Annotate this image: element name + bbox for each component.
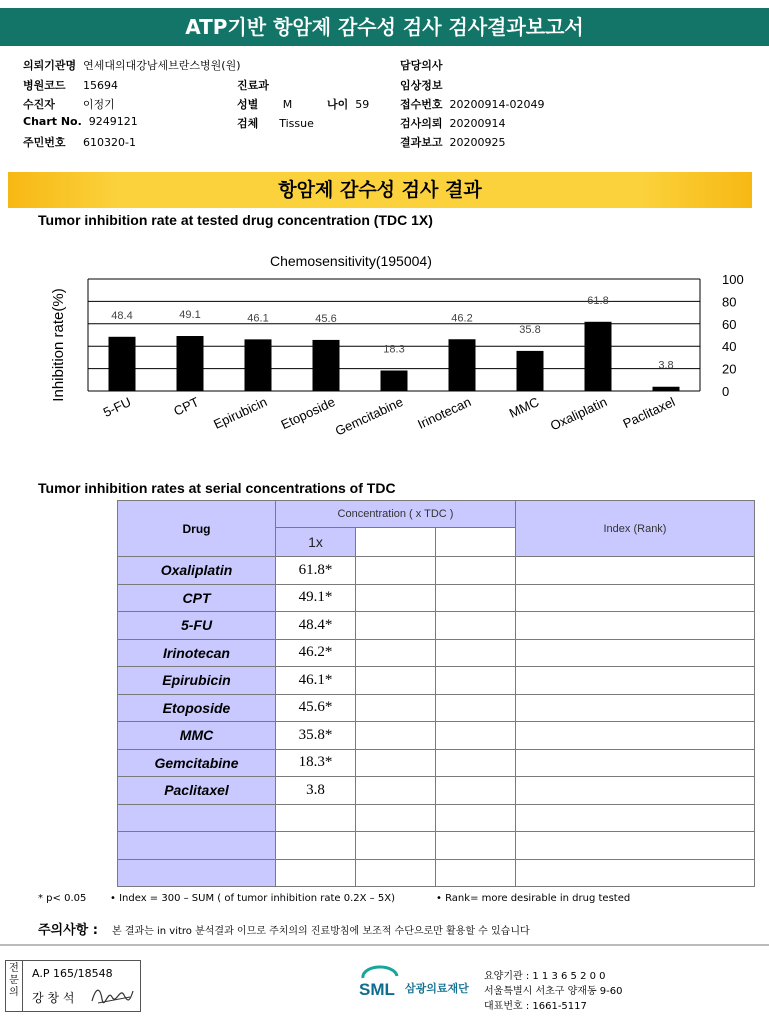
value-col-2-cell [356, 557, 436, 585]
value-col-2-cell [356, 859, 436, 887]
bar-chart [0, 0, 769, 480]
index-cell [516, 777, 755, 805]
specialist-stamp: 전문의 [6, 961, 23, 1011]
caution-text: 본 결과는 in vitro 분석결과 이므로 주치의의 진료방침에 보조적 수단으로만 활용할 수 있습니다 [112, 926, 530, 937]
phone: 대표번호 : 1661-5117 [484, 1001, 587, 1012]
value-col-3-cell [436, 584, 516, 612]
index-cell [516, 612, 755, 640]
x-tick-label: 5-FU [100, 394, 134, 420]
signature-box [5, 960, 141, 1012]
value-col-3-cell [436, 832, 516, 860]
y-tick-label: 40 [722, 339, 737, 355]
report-date-row: 결과보고 20200925 [400, 136, 506, 149]
value-col-3-cell [436, 777, 516, 805]
svg-text:SML: SML [359, 980, 395, 999]
y-tick-label: 20 [722, 361, 737, 377]
bar-irinotecan [449, 339, 476, 391]
signature-icon [90, 983, 135, 1007]
value-col-2-cell [356, 612, 436, 640]
drug-cell [118, 804, 276, 832]
x-tick-label: Oxaliplatin [547, 394, 610, 434]
index-cell [516, 804, 755, 832]
conc-1x-header: 1x [276, 528, 356, 557]
drug-cell: 5-FU [118, 612, 276, 640]
value-col-2-cell [356, 777, 436, 805]
age-row: 나이 59 [327, 98, 370, 111]
value-col-2-cell [356, 667, 436, 695]
value-1x-cell: 35.8* [276, 722, 356, 750]
data-label: 61.8 [587, 294, 609, 307]
table-row [118, 722, 755, 750]
value-1x-cell: 3.8 [276, 777, 356, 805]
conc-col-2-header [356, 528, 436, 557]
section-title: 항암제 감수성 검사 결과 [8, 172, 752, 208]
data-label: 3.8 [658, 359, 674, 372]
drug-cell: Etoposide [118, 694, 276, 722]
value-col-2-cell [356, 722, 436, 750]
institution-code: 요양기관 : 1 1 3 6 5 2 0 0 [484, 971, 606, 982]
concentration-header: Concentration ( x TDC ) [276, 501, 516, 528]
value-col-2-cell [356, 639, 436, 667]
y-axis-label: Inhibition rate(%) [50, 288, 67, 402]
value-col-3-cell [436, 639, 516, 667]
value-1x-cell: 49.1* [276, 584, 356, 612]
chart-row: Chart No. 9249121 [23, 115, 138, 128]
drug-cell: MMC [118, 722, 276, 750]
drug-cell: Paclitaxel [118, 777, 276, 805]
sml-logo-icon [357, 964, 403, 1002]
data-label: 18.3 [383, 343, 405, 356]
index-cell [516, 667, 755, 695]
value-1x-cell: 18.3* [276, 749, 356, 777]
x-tick-label: Gemcitabine [332, 394, 406, 439]
doctor-name: 강 창 석 [32, 991, 75, 1005]
index-cell [516, 722, 755, 750]
table-row [118, 584, 755, 612]
drug-cell [118, 832, 276, 860]
drug-cell [118, 859, 276, 887]
index-cell [516, 859, 755, 887]
index-cell [516, 639, 755, 667]
index-cell [516, 749, 755, 777]
value-1x-cell: 48.4* [276, 612, 356, 640]
accession-row: 접수번호 20200914-02049 [400, 98, 545, 111]
report-title: ATP기반 항암제 감수성 검사 검사결과보고서 [0, 8, 769, 46]
y-tick-label: 80 [722, 294, 737, 310]
index-cell [516, 584, 755, 612]
data-label: 46.2 [451, 312, 473, 325]
value-1x-cell: 46.1* [276, 667, 356, 695]
value-col-2-cell [356, 694, 436, 722]
drug-cell: Epirubicin [118, 667, 276, 695]
data-label: 45.6 [315, 312, 337, 325]
value-col-3-cell [436, 667, 516, 695]
hospital-row: 의뢰기관명 연세대의대강남세브란스병원(원) [23, 59, 241, 72]
bar-paclitaxel [653, 387, 680, 391]
caution-label: 주의사항 : [38, 923, 98, 938]
bar-cpt [177, 336, 204, 391]
value-col-3-cell [436, 612, 516, 640]
table-row [118, 832, 755, 860]
table-row [118, 639, 755, 667]
value-col-3-cell [436, 694, 516, 722]
value-col-3-cell [436, 749, 516, 777]
doctor-row: 담당의사 [400, 59, 443, 72]
x-tick-label: Etoposide [278, 394, 338, 433]
x-tick-label: MMC [506, 394, 542, 421]
value-1x-cell [276, 804, 356, 832]
bar-etoposide [313, 340, 340, 391]
index-cell [516, 557, 755, 585]
p-value-note: * p< 0.05 [38, 893, 87, 904]
table-row [118, 749, 755, 777]
drug-cell: Gemcitabine [118, 749, 276, 777]
name-row: 수진자 이정기 [23, 98, 115, 111]
data-label: 49.1 [179, 309, 201, 322]
value-col-3-cell [436, 859, 516, 887]
x-tick-label: CPT [171, 394, 202, 419]
sml-logo [357, 964, 403, 1006]
value-col-2-cell [356, 832, 436, 860]
data-label: 35.8 [519, 323, 541, 336]
chart-heading: Tumor inhibition rate at tested drug concentration (TDC 1X) [38, 212, 433, 228]
value-1x-cell: 45.6* [276, 694, 356, 722]
footer-divider [0, 944, 769, 946]
drug-cell: Oxaliplatin [118, 557, 276, 585]
clinical-row: 임상정보 [400, 79, 443, 92]
specimen-row: 검체 Tissue [237, 117, 314, 130]
drug-cell: CPT [118, 584, 276, 612]
drug-cell: Irinotecan [118, 639, 276, 667]
data-label: 46.1 [247, 312, 269, 325]
value-1x-cell: 46.2* [276, 639, 356, 667]
rank-note: • Rank= more desirable in drug tested [436, 893, 631, 904]
bar-epirubicin [245, 339, 272, 391]
table-row [118, 667, 755, 695]
chart-title: Chemosensitivity(195004) [270, 253, 432, 269]
org-name: 삼광의료재단 [405, 982, 469, 995]
address: 서울특별시 서초구 양재동 9-60 [484, 986, 623, 997]
table-row [118, 557, 755, 585]
conc-col-3-header [436, 528, 516, 557]
x-tick-label: Paclitaxel [620, 394, 678, 432]
bar-oxaliplatin [585, 322, 612, 391]
value-1x-cell [276, 859, 356, 887]
value-col-2-cell [356, 749, 436, 777]
bar-5-fu [109, 337, 136, 391]
license-number: A.P 165/18548 [32, 967, 113, 980]
index-header: Index (Rank) [516, 501, 755, 557]
table-row [118, 804, 755, 832]
table-row [118, 612, 755, 640]
table-heading: Tumor inhibition rates at serial concentrations of TDC [38, 480, 396, 496]
y-tick-label: 100 [722, 272, 744, 287]
data-label: 48.4 [111, 309, 133, 322]
bar-mmc [517, 351, 544, 391]
value-col-2-cell [356, 584, 436, 612]
value-col-3-cell [436, 557, 516, 585]
code-row: 병원코드 15694 [23, 79, 118, 92]
value-1x-cell: 61.8* [276, 557, 356, 585]
table-row [118, 859, 755, 887]
drug-header: Drug [118, 501, 276, 557]
index-cell [516, 694, 755, 722]
index-note: • Index = 300 – SUM ( of tumor inhibition rate 0.2X – 5X) [110, 893, 395, 904]
value-col-3-cell [436, 722, 516, 750]
value-1x-cell [276, 832, 356, 860]
x-tick-label: Irinotecan [415, 394, 474, 432]
value-col-3-cell [436, 804, 516, 832]
sex-row: 성별 M [237, 98, 293, 111]
results-table [117, 500, 755, 887]
resident-row: 주민번호 610320-1 [23, 136, 136, 149]
bar-gemcitabine [381, 371, 408, 391]
table-row [118, 777, 755, 805]
table-row [118, 694, 755, 722]
y-tick-label: 60 [722, 316, 737, 332]
value-col-2-cell [356, 804, 436, 832]
y-tick-label: 0 [722, 384, 730, 399]
request-row: 검사의뢰 20200914 [400, 117, 506, 130]
index-cell [516, 832, 755, 860]
dept-row: 진료과 [237, 79, 269, 92]
x-tick-label: Epirubicin [211, 394, 270, 432]
